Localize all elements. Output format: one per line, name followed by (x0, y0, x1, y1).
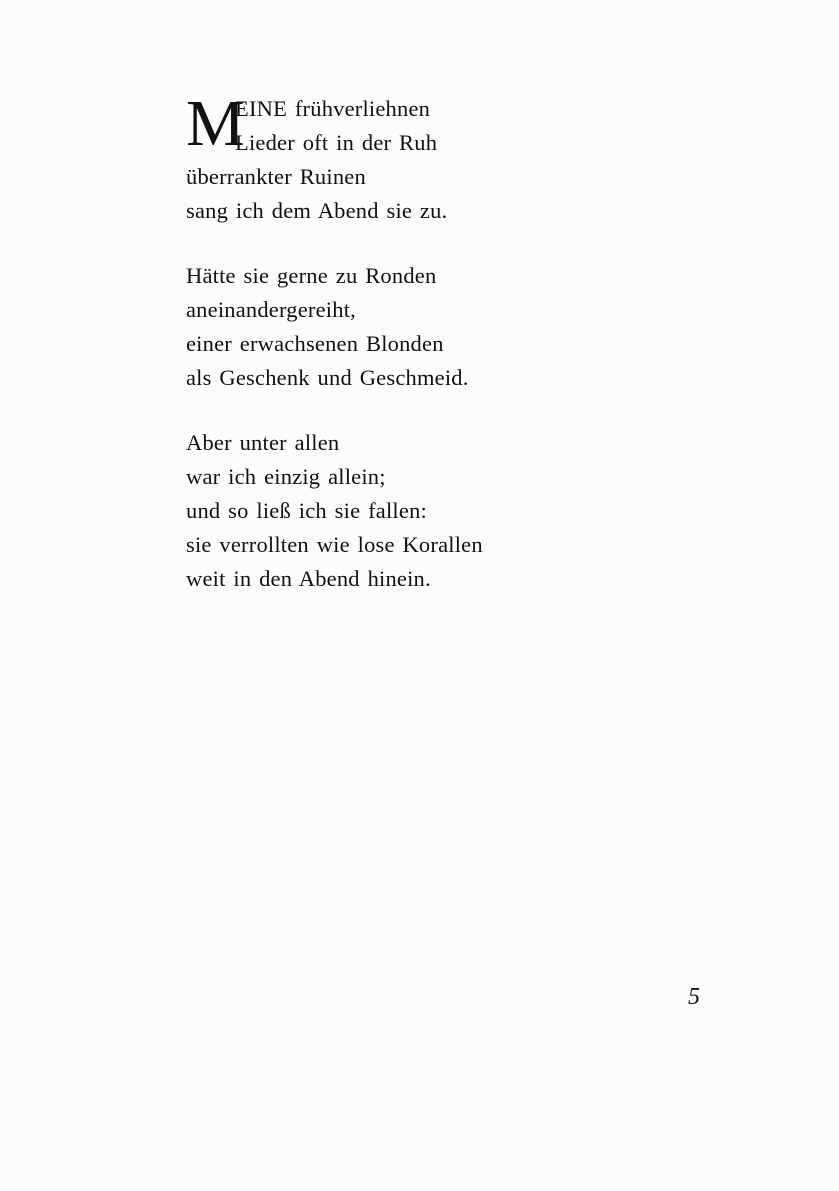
poem-line: Lieder oft in der Ruh (235, 130, 438, 155)
poem-line: überrankter Ruinen (186, 164, 366, 189)
poem-line: aneinandergereiht, (186, 297, 356, 322)
poem-line: Hätte sie gerne zu Ronden (186, 263, 437, 288)
poem-line: als Geschenk und Geschmeid. (186, 365, 469, 390)
page-number: 5 (688, 984, 700, 1010)
poem-line: und so ließ ich sie fallen: (186, 498, 427, 523)
poem-line: war ich einzig allein; (186, 464, 386, 489)
poem-line: einer erwachsenen Blonden (186, 331, 444, 356)
stanza-2 (186, 259, 483, 395)
stanza-1 (186, 87, 483, 228)
poem-line: EINE frühverliehnen (235, 96, 431, 121)
poem (186, 87, 483, 627)
poem-line: Aber unter allen (186, 430, 340, 455)
poem-line: sie verrollten wie lose Korallen (186, 532, 483, 557)
drop-cap: M (186, 87, 245, 160)
poem-line: sang ich dem Abend sie zu. (186, 198, 448, 223)
poem-line: weit in den Abend hinein. (186, 566, 431, 591)
stanza-3 (186, 426, 483, 596)
